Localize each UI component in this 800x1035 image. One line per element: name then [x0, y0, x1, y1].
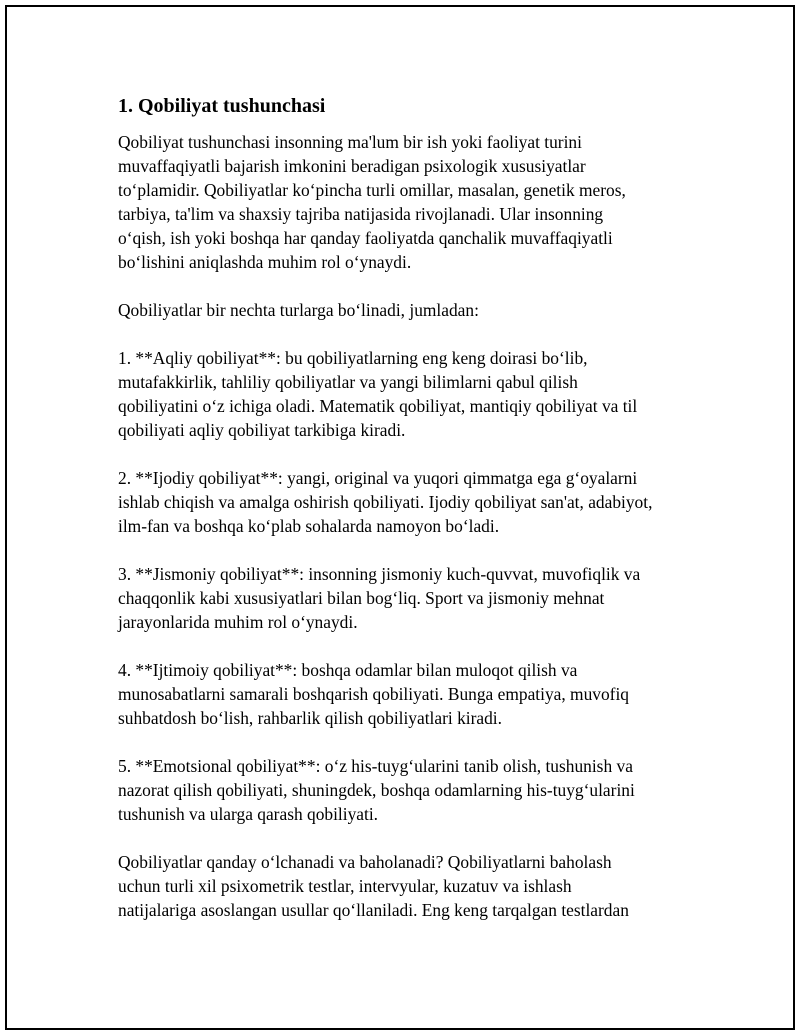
text-line: Qobiliyat tushunchasi insonning ma'lum bir ish yoki faoliyat turini [118, 132, 582, 152]
paragraph-intro [118, 130, 698, 274]
paragraph-measurement [118, 850, 698, 922]
text-line: 4. **Ijtimoiy qobiliyat**: boshqa odamlar bilan muloqot qilish va [118, 660, 578, 680]
paragraph-type-1 [118, 346, 698, 442]
text-line: natijalariga asoslangan usullar qo‘llaniladi. Eng keng tarqalgan testlardan [118, 900, 629, 920]
document-body [118, 92, 698, 946]
text-line: ishlab chiqish va amalga oshirish qobiliyati. Ijodiy qobiliyat san'at, adabiyot, [118, 492, 653, 512]
paragraph-type-5 [118, 754, 698, 826]
paragraph-type-4 [118, 658, 698, 730]
text-line: mutafakkirlik, tahliliy qobiliyatlar va yangi bilimlarni qabul qilish [118, 372, 578, 392]
paragraph-type-3 [118, 562, 698, 634]
text-line: to‘plamidir. Qobiliyatlar ko‘pincha turli omillar, masalan, genetik meros, [118, 180, 626, 200]
text-line: Qobiliyatlar qanday o‘lchanadi va baholanadi? Qobiliyatlarni baholash [118, 852, 612, 872]
text-line: munosabatlarni samarali boshqarish qobiliyati. Bunga empatiya, muvofiq [118, 684, 629, 704]
text-line: chaqqonlik kabi xususiyatlari bilan bog‘liq. Sport va jismoniy mehnat [118, 588, 605, 608]
text-line: bo‘lishini aniqlashda muhim rol o‘ynaydi. [118, 252, 412, 272]
text-line: jarayonlarida muhim rol o‘ynaydi. [118, 612, 358, 632]
text-line: tushunish va ularga qarash qobiliyati. [118, 804, 379, 824]
text-line: 5. **Emotsional qobiliyat**: o‘z his-tuyg‘ularini tanib olish, tushunish va [118, 756, 633, 776]
text-line: uchun turli xil psixometrik testlar, intervyular, kuzatuv va ishlash [118, 876, 572, 896]
section-heading: 1. Qobiliyat tushunchasi [118, 95, 326, 117]
text-line: qobiliyati aqliy qobiliyat tarkibiga kiradi. [118, 420, 406, 440]
text-line: muvaffaqiyatli bajarish imkonini beradigan psixologik xususiyatlar [118, 156, 586, 176]
text-line: ilm-fan va boshqa ko‘plab sohalarda namoyon bo‘ladi. [118, 516, 500, 536]
text-line: nazorat qilish qobiliyati, shuningdek, boshqa odamlarning his-tuyg‘ularini [118, 780, 635, 800]
text-line: o‘qish, ish yoki boshqa har qanday faoliyatda qanchalik muvaffaqiyatli [118, 228, 613, 248]
paragraph-types-intro [118, 298, 698, 322]
text-line: 1. **Aqliy qobiliyat**: bu qobiliyatlarning eng keng doirasi bo‘lib, [118, 348, 588, 368]
text-line: tarbiya, ta'lim va shaxsiy tajriba natijasida rivojlanadi. Ular insonning [118, 204, 604, 224]
text-line: 3. **Jismoniy qobiliyat**: insonning jismoniy kuch-quvvat, muvofiqlik va [118, 564, 641, 584]
paragraph-type-2 [118, 466, 698, 538]
text-line: suhbatdosh bo‘lish, rahbarlik qilish qobiliyatlari kiradi. [118, 708, 502, 728]
text-line: 2. **Ijodiy qobiliyat**: yangi, original va yuqori qimmatga ega g‘oyalarni [118, 468, 638, 488]
text-line: Qobiliyatlar bir nechta turlarga bo‘linadi, jumladan: [118, 300, 479, 320]
text-line: qobiliyatini o‘z ichiga oladi. Matematik qobiliyat, mantiqiy qobiliyat va til [118, 396, 638, 416]
